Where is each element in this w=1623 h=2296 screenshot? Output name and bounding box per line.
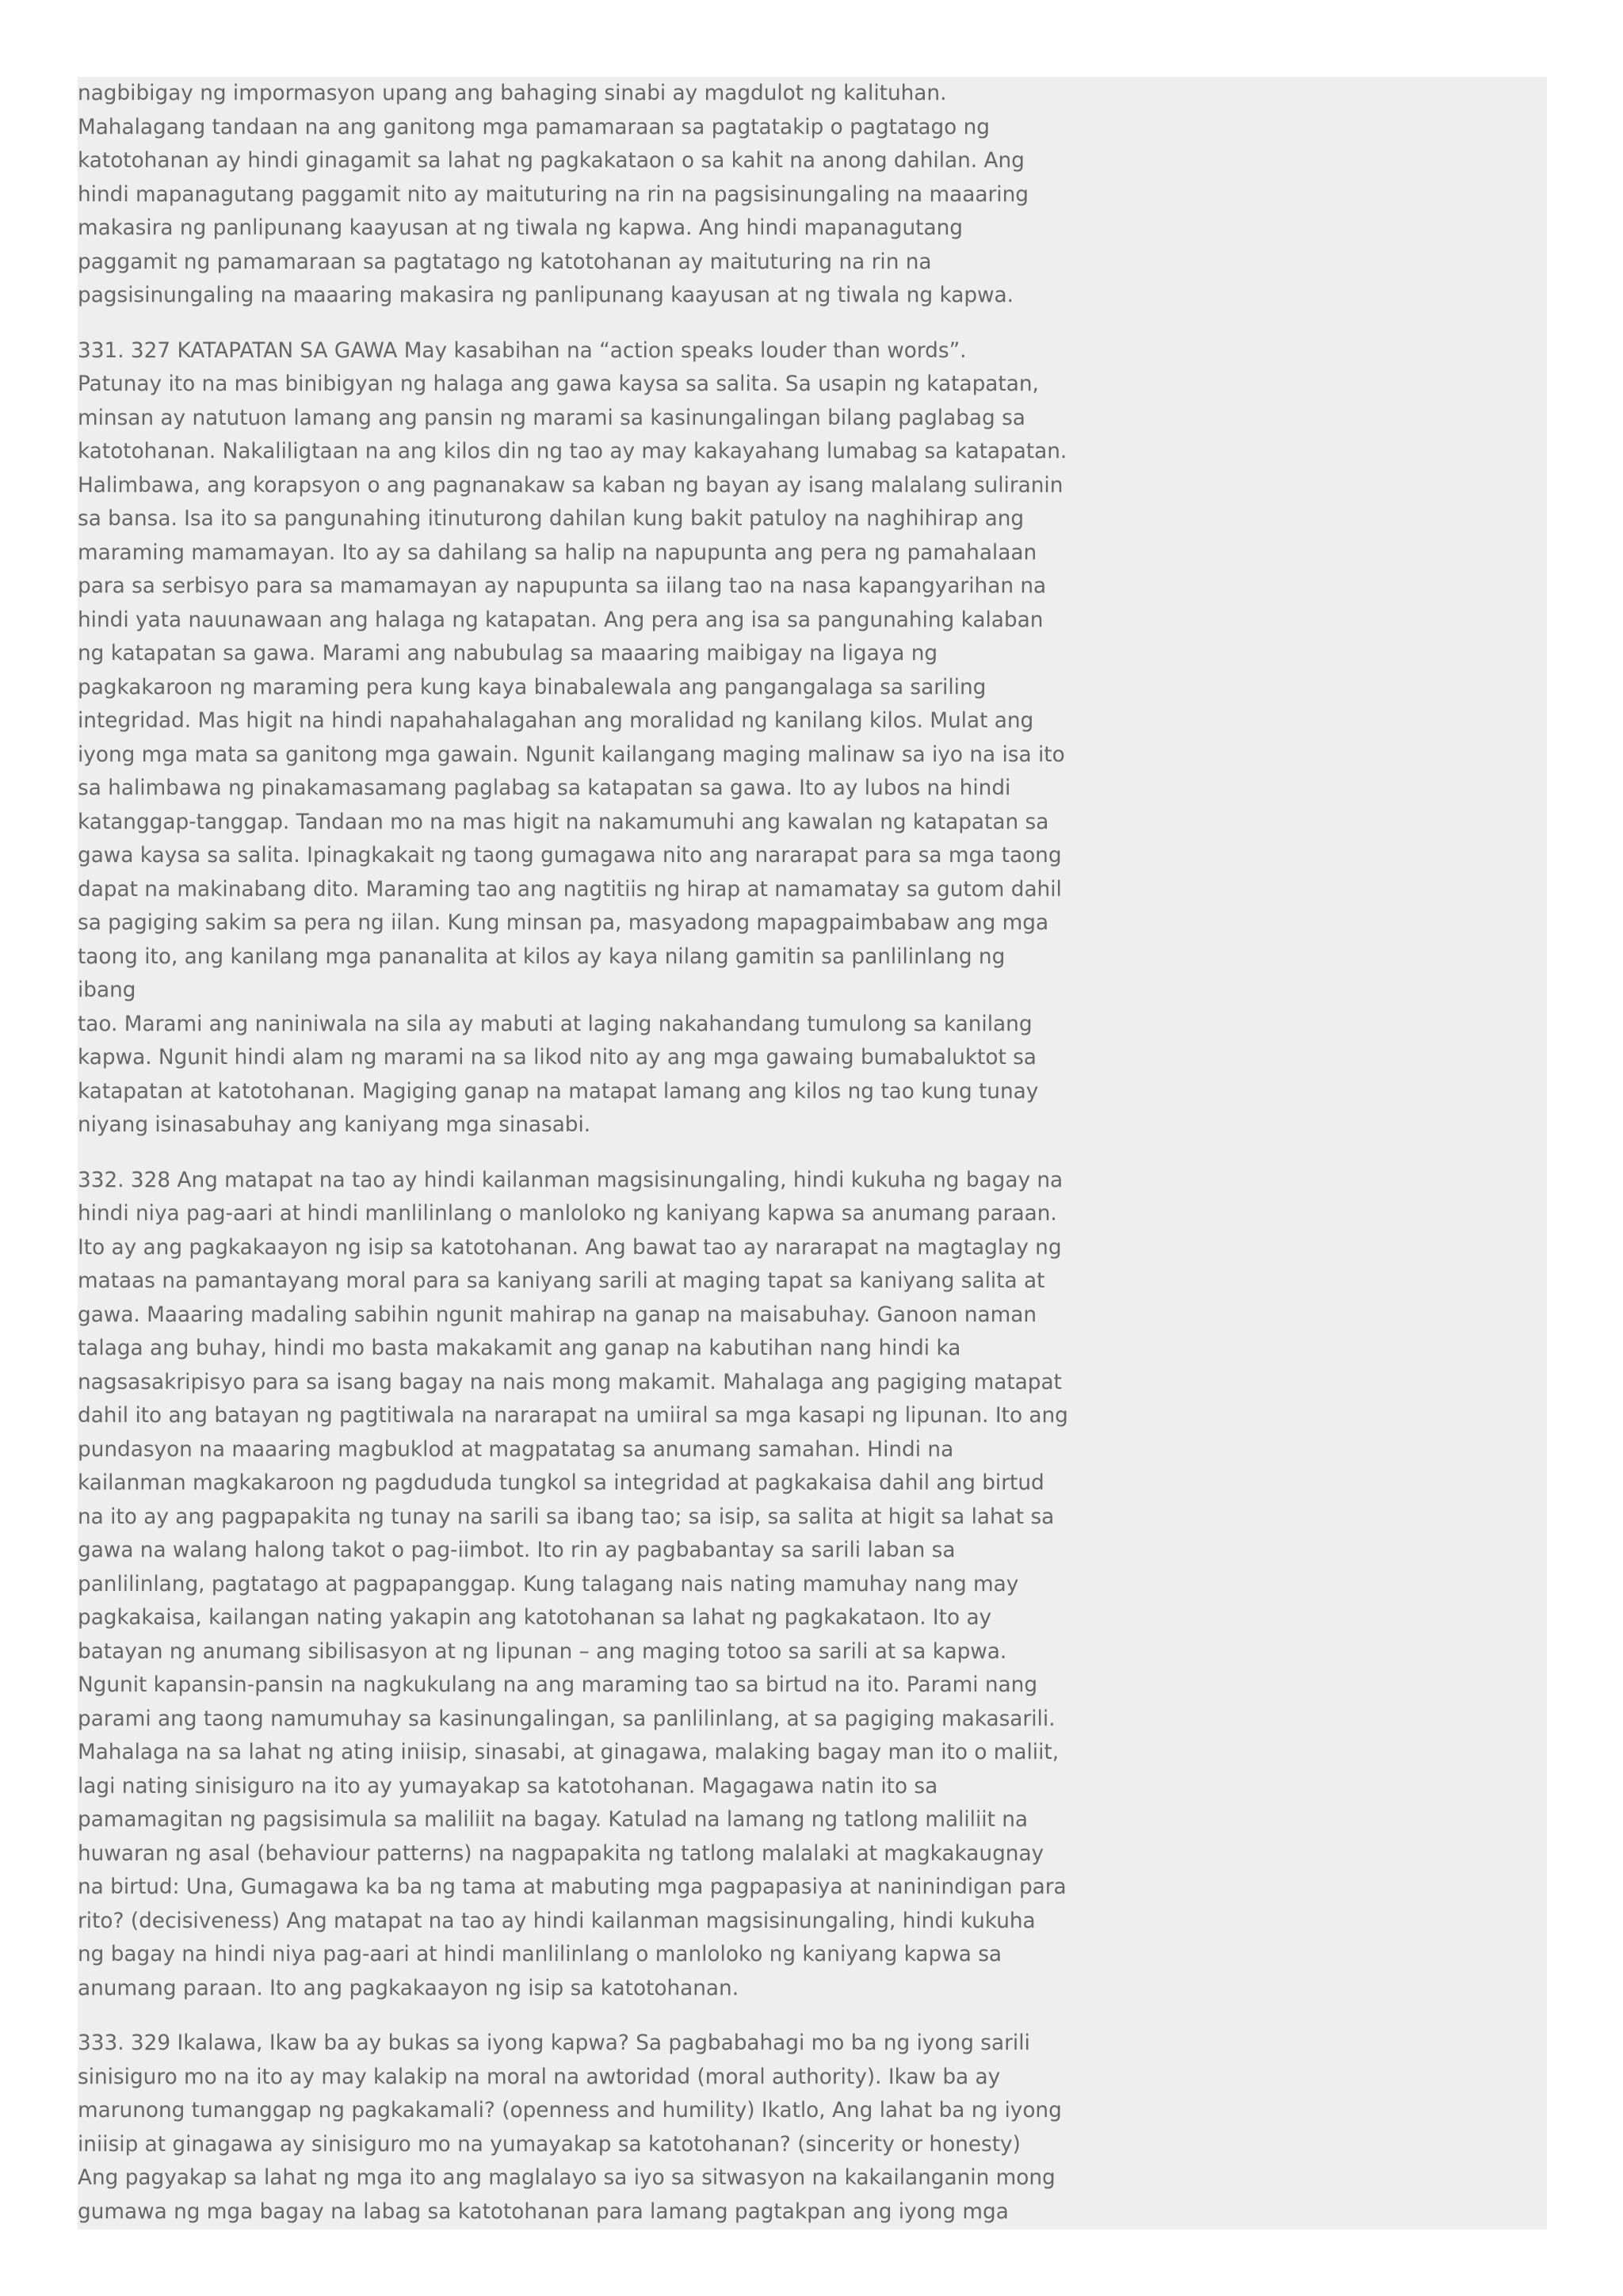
paragraph-333: 333. 329 Ikalawa, Ikaw ba ay bukas sa iyong kapwa? Sa pagbabahagi mo ba ng iyong sarili sinisiguro mo na ito ay may kalakip na moral na awtoridad (moral authority). Ikaw ba ay marunong tumanggap ng pagkakamali? (openness and humility) Ikatlo, Ang lahat ba ng iyong iniisip at ginagawa ay sinisiguro mo na yumayakap sa katotohanan? (sincerity or honesty) Ang pagyakap sa lahat ng mga ito ang maglalayo sa iyo sa sitwasyon na kakailanganin mong gumawa ng mga bagay na labag sa katotohanan para lamang pagtakpan ang iyong mga [78,2031,1062,2224]
document-text-column [78,77,1068,2250]
document-page-panel [78,77,1547,2229]
paragraph-331: 331. 327 KATAPATAN SA GAWA May kasabihan na “action speaks louder than words”. Patunay ito na mas binibigyan ng halaga ang gawa kaysa sa salita. Sa usapin ng katapatan, minsan ay natutuon lamang ang pansin ng marami sa kasinungalingan bilang paglabag sa katotohanan. Nakaliligtaan na ang kilos din ng tao ay may kakayahang lumabag sa katapatan. Halimbawa, ang korapsyon o ang pagnanakaw sa kaban ng bayan ay isang malalang suliranin sa bansa. Isa ito sa pangunahing itinuturong dahilan kung bakit patuloy na naghihirap ang maraming mamamayan. Ito ay sa dahilang sa halip na napupunta ang pera ng pamahalaan para sa serbisyo para sa mamamayan ay napupunta sa iilang tao na nasa kapangyarihan na hindi yata nauunawaan ang halaga ng katapatan. Ang pera ang isa sa pangunahing kalaban ng katapatan sa gawa. Marami ang nabubulag sa maaaring maibigay na ligaya ng pagkakaroon ng maraming pera kung kaya binabalewala ang pangangalaga sa sariling integridad. Mas higit na hindi napahahalagahan ang moralidad ng kanilang kilos. Mulat ang iyong mga mata sa ganitong mga gawain. Ngunit kailangang maging malinaw sa iyo na isa ito sa halimbawa ng pinakamasamang paglabag sa katapatan sa gawa. Ito ay lubos na hindi katanggap-tanggap. Tandaan mo na mas higit na nakamumuhi ang kawalan ng katapatan sa gawa kaysa sa salita. Ipinagkakait ng taong gumagawa nito ang nararapat para sa mga taong dapat na makinabang dito. Maraming tao ang nagtitiis ng hirap at namamatay sa gutom dahil sa pagiging sakim sa pera ng iilan. Kung minsan pa, masyadong mapagpaimbabaw ang mga taong ito, ang kanilang mga pananalita at kilos ay kaya nilang gamitin sa panlilinlang ng ibang tao. Marami ang naniniwala na sila ay mabuti at laging nakahandang tumulong sa kanilang kapwa. Ngunit hindi alam ng marami na sa likod nito ay ang mga gawaing bumabaluktot sa katapatan at katotohanan. Magiging ganap na matapat lamang ang kilos ng tao kung tunay niyang isinasabuhay ang kaniyang mga sinasabi. [78,338,1067,1137]
paragraph-continuation: nagbibigay ng impormasyon upang ang bahaging sinabi ay magdulot ng kalituhan. Mahalagang tandaan na ang ganitong mga pamamaraan sa pagtatakip o pagtatago ng katotohanan ay hindi ginagamit sa lahat ng pagkakataon o sa kahit na anong dahilan. Ang hindi mapanagutang paggamit nito ay maituturing na rin na pagsisinungaling na maaaring makasira ng panlipunang kaayusan at ng tiwala ng kapwa. Ang hindi mapanagutang paggamit ng pamamaraan sa pagtatago ng katotohanan ay maituturing na rin na pagsisinungaling na maaaring makasira ng panlipunang kaayusan at ng tiwala ng kapwa. [78,82,1029,307]
paragraph-332: 332. 328 Ang matapat na tao ay hindi kailanman magsisinungaling, hindi kukuha ng bagay na hindi niya pag-aari at hindi manlilinlang o manloloko ng kaniyang kapwa sa anumang paraan. Ito ay ang pagkakaayon ng isip sa katotohanan. Ang bawat tao ay nararapat na magtaglay ng mataas na pamantayang moral para sa kaniyang sarili at maging tapat sa kaniyang salita at gawa. Maaaring madaling sabihin ngunit mahirap na ganap na maisabuhay. Ganoon naman talaga ang buhay, hindi mo basta makakamit ang ganap na kabutihan nang hindi ka nagsasakripisyo para sa isang bagay na nais mong makamit. Mahalaga ang pagiging matapat dahil ito ang batayan ng pagtitiwala na nararapat na umiiral sa mga kasapi ng lipunan. Ito ang pundasyon na maaaring magbuklod at magpatatag sa anumang samahan. Hindi na kailanman magkakaroon ng pagdududa tungkol sa integridad at pagkakaisa dahil ang birtud na ito ay ang pagpapakita ng tunay na sarili sa ibang tao; sa isip, sa salita at higit sa lahat sa gawa na walang halong takot o pag-iimbot. Ito rin ay pagbabantay sa sarili laban sa panlilinlang, pagtatago at pagpapanggap. Kung talagang nais nating mamuhay nang may pagkakaisa, kailangan nating yakapin ang katotohanan sa lahat ng pagkakataon. Ito ay batayan ng anumang sibilisasyon at ng lipunan – ang maging totoo sa sarili at sa kapwa. Ngunit kapansin-pansin na nagkukulang na ang maraming tao sa birtud na ito. Parami nang parami ang taong namumuhay sa kasinungalingan, sa panlilinlang, at sa pagiging makasarili. Mahalaga na sa lahat ng ating iniisip, sinasabi, at ginagawa, malaking bagay man ito o maliit, lagi nating sinisiguro na ito ay yumayakap sa katotohanan. Magagawa natin ito sa pamamagitan ng pagsisimula sa maliliit na bagay. Katulad na lamang ng tatlong maliliit na huwaran ng asal (behaviour patterns) na nagpapakita ng tatlong malalaki at magkakaugnay na birtud: Una, Gumagawa ka ba ng tama at mabuting mga pagpapasiya at naninindigan para rito? (decisiveness) Ang matapat na tao ay hindi kailanman magsisinungaling, hindi kukuha ng bagay na hindi niya pag-aari at hindi manlilinlang o manloloko ng kaniyang kapwa sa anumang paraan. Ito ang pagkakaayon ng isip sa katotohanan. [78,1168,1068,2000]
